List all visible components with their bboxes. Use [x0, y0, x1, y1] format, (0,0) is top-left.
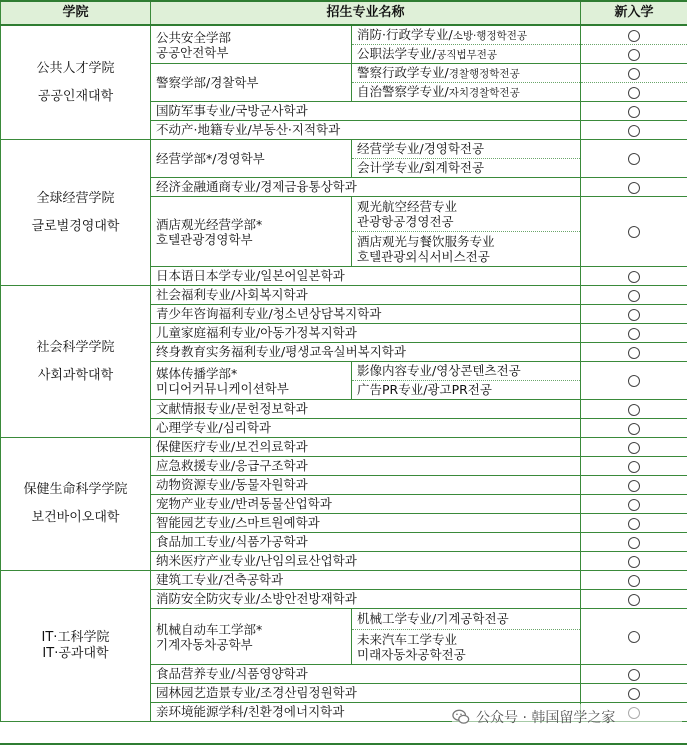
major-cell: 经济金融通商专业/경제금융통상학과: [151, 178, 581, 197]
table-row: [1, 438, 687, 457]
major-cell: 亲环境能源学科/친환경에너지학과: [151, 703, 581, 722]
major-cell: 保健医疗专业/보건의료학과: [151, 438, 581, 457]
major-cell: 园林园艺造景专业/조경산림정원학과: [151, 684, 581, 703]
new-student-mark: [581, 476, 687, 495]
major-cell: 文献情报专业/문헌정보학과: [151, 400, 581, 419]
header-new-student: 新入学: [581, 1, 687, 25]
sub-major-cell: 观光航空经营专业 관광항공경영전공: [352, 197, 581, 232]
major-cell: 食品加工专业/식품가공학과: [151, 533, 581, 552]
table-row: [1, 286, 687, 305]
major-cell: 国防军事专业/국방군사학과: [151, 102, 581, 121]
major-cell: 宠物产业专业/반려동물산업학과: [151, 495, 581, 514]
new-student-mark: [581, 286, 687, 305]
wechat-icon: [452, 708, 470, 726]
dept-cell: 经营学部*/경영학부: [151, 140, 352, 178]
table-row: [1, 571, 687, 590]
major-cell: 纳米医疗产业专业/난임의료산업학과: [151, 552, 581, 571]
major-cell: 不动产·地籍专业/부동산·지적학과: [151, 121, 581, 140]
new-student-mark: [581, 343, 687, 362]
college-global: 全球经营学院 글로벌경영대학: [1, 140, 151, 286]
new-student-mark: [581, 609, 687, 665]
new-student-mark: [581, 83, 687, 102]
sub-major-cell: 公职法学专业/공직법무전공: [352, 45, 581, 64]
sub-major-cell: 经营学专业/경영학전공: [352, 140, 581, 159]
new-student-mark: [581, 102, 687, 121]
dept-cell: 警察学部/경찰학부: [151, 64, 352, 102]
major-cell: 儿童家庭福利专业/아동가정복지학과: [151, 324, 581, 343]
new-student-mark: [581, 305, 687, 324]
new-student-mark: [581, 684, 687, 703]
major-cell: 食品营养专业/식품영양학과: [151, 665, 581, 684]
new-student-mark: [581, 419, 687, 438]
new-student-mark: [581, 533, 687, 552]
table-row: [1, 140, 687, 159]
new-student-mark: [581, 400, 687, 419]
new-student-mark: [581, 362, 687, 400]
major-cell: 心理学专业/심리학과: [151, 419, 581, 438]
major-cell: 智能园艺专业/스마트원예학과: [151, 514, 581, 533]
major-cell: 日本语日本学专业/일본어일본학과: [151, 267, 581, 286]
sub-major-cell: 机械工学专业/기계공학전공: [352, 609, 581, 630]
new-student-mark: [581, 324, 687, 343]
new-student-mark: [581, 140, 687, 178]
sub-major-cell: 酒店观光与餐饮服务专业 호텔관광외식서비스전공: [352, 232, 581, 267]
dept-cell: 酒店观光经营学部* 호텔관광경영학부: [151, 197, 352, 267]
header-college: 学院: [1, 1, 151, 25]
major-cell: 社会福利专业/사회복지학과: [151, 286, 581, 305]
college-public: 公共人才学院 공공인재대학: [1, 25, 151, 140]
sub-major-cell: 广告PR专业/광고PR전공: [352, 381, 581, 400]
sub-major-cell: 未来汽车工学专业 미래자동차공학전공: [352, 630, 581, 665]
new-student-mark: [581, 495, 687, 514]
new-student-mark: [581, 438, 687, 457]
new-student-mark: [581, 665, 687, 684]
major-cell: 终身教育实务福利专业/평생교육실버복지학과: [151, 343, 581, 362]
new-student-mark: [581, 571, 687, 590]
header-row: [1, 1, 687, 25]
new-student-mark: [581, 178, 687, 197]
major-cell: 消防安全防灾专业/소방안전방재학과: [151, 590, 581, 609]
watermark: [452, 704, 682, 730]
major-cell: 应急救援专业/응급구조학과: [151, 457, 581, 476]
dept-cell: 机械自动车工学部* 기계자동차공학부: [151, 609, 352, 665]
watermark-text: 公众号 · 韩国留学之家: [476, 710, 616, 726]
college-social: 社会科学学院 사회과학대학: [1, 286, 151, 438]
new-student-mark: [581, 590, 687, 609]
new-student-mark: [581, 552, 687, 571]
sub-major-cell: 警察行政学专业/경찰행정학전공: [352, 64, 581, 83]
major-cell: 建筑工专业/건축공학과: [151, 571, 581, 590]
sub-major-cell: 影像内容专业/영상콘텐츠전공: [352, 362, 581, 381]
new-student-mark: [581, 25, 687, 45]
new-student-mark: [581, 267, 687, 286]
header-major: 招生专业名称: [151, 1, 581, 25]
new-student-mark: [581, 121, 687, 140]
new-student-mark: [581, 197, 687, 267]
new-student-mark: [581, 64, 687, 83]
new-student-mark: [581, 514, 687, 533]
college-it: IT·工科学院 IT·공과대학: [1, 571, 151, 722]
major-cell: 青少年咨询福利专业/청소년상담복지학과: [151, 305, 581, 324]
sub-major-cell: 会计学专业/회계학전공: [352, 159, 581, 178]
dept-cell: 公共安全学部 공공안전학부: [151, 25, 352, 64]
new-student-mark: [581, 45, 687, 64]
major-cell: 动物资源专业/동물자원학과: [151, 476, 581, 495]
table-row: [1, 25, 687, 45]
dept-cell: 媒体传播学部* 미디어커뮤니케이션학부: [151, 362, 352, 400]
college-bio: 保健生命科学学院 보건바이오대학: [1, 438, 151, 571]
sub-major-cell: 消防·行政学专业/소방·행정학전공: [352, 25, 581, 45]
new-student-mark: [581, 457, 687, 476]
sub-major-cell: 自治警察学专业/자치경찰학전공: [352, 83, 581, 102]
